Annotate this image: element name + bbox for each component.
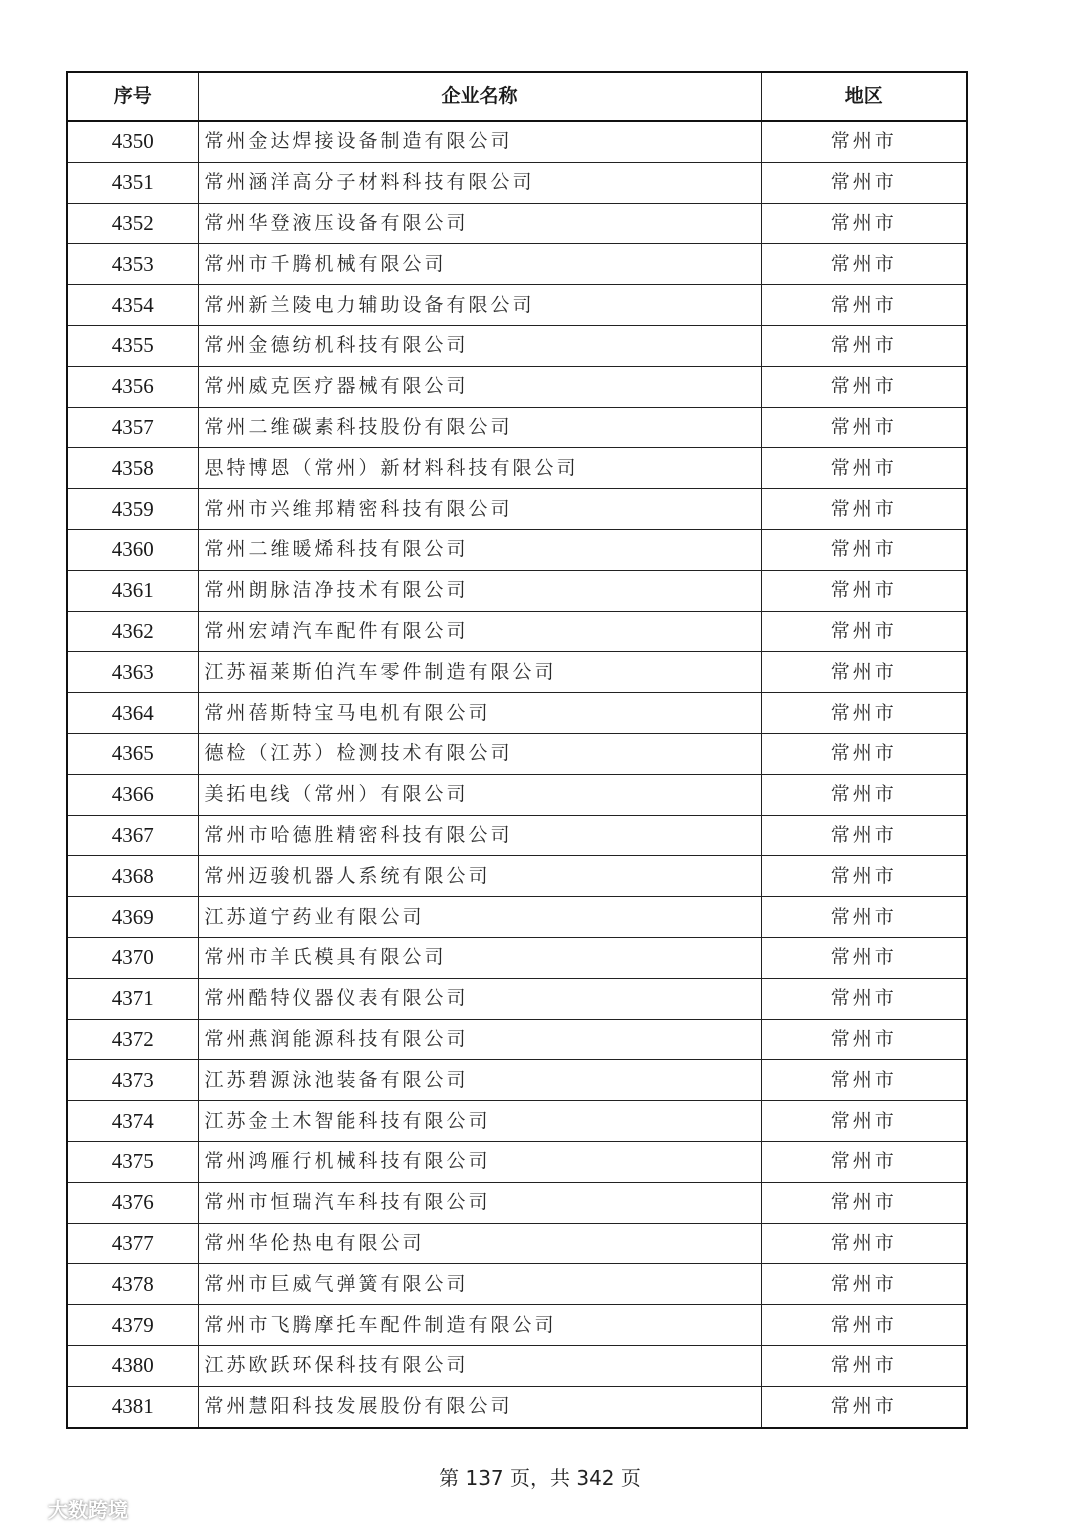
row-index: 4363	[67, 652, 198, 693]
table-header-row	[67, 72, 967, 121]
row-index: 4369	[67, 897, 198, 938]
table-row	[67, 693, 967, 734]
row-region: 常州市	[761, 815, 967, 856]
row-company-name: 常州二维暖烯科技有限公司	[198, 529, 761, 570]
watermark-text: 大数跨境	[48, 1498, 128, 1522]
row-company-name: 常州市兴维邦精密科技有限公司	[198, 489, 761, 530]
row-company-name: 江苏碧源泳池装备有限公司	[198, 1060, 761, 1101]
row-company-name: 常州慧阳科技发展股份有限公司	[198, 1386, 761, 1427]
row-company-name: 常州市千腾机械有限公司	[198, 244, 761, 285]
row-region: 常州市	[761, 774, 967, 815]
row-company-name: 常州市巨威气弹簧有限公司	[198, 1264, 761, 1305]
row-region: 常州市	[761, 285, 967, 326]
row-region: 常州市	[761, 325, 967, 366]
table-row	[67, 121, 967, 162]
row-company-name: 常州二维碳素科技股份有限公司	[198, 407, 761, 448]
row-index: 4380	[67, 1345, 198, 1386]
row-region: 常州市	[761, 489, 967, 530]
row-region: 常州市	[761, 856, 967, 897]
header-company: 企业名称	[198, 72, 761, 121]
row-index: 4354	[67, 285, 198, 326]
table-row	[67, 937, 967, 978]
row-index: 4373	[67, 1060, 198, 1101]
row-index: 4374	[67, 1101, 198, 1142]
row-index: 4372	[67, 1019, 198, 1060]
row-index: 4381	[67, 1386, 198, 1427]
row-index: 4365	[67, 733, 198, 774]
table-row	[67, 285, 967, 326]
row-company-name: 思特博恩（常州）新材料科技有限公司	[198, 448, 761, 489]
table-row	[67, 1019, 967, 1060]
row-index: 4359	[67, 489, 198, 530]
row-company-name: 常州威克医疗器械有限公司	[198, 366, 761, 407]
row-company-name: 江苏欧跃环保科技有限公司	[198, 1345, 761, 1386]
table-row	[67, 244, 967, 285]
table-row	[67, 570, 967, 611]
watermark	[8, 1494, 128, 1523]
table-row	[67, 407, 967, 448]
row-index: 4377	[67, 1223, 198, 1264]
row-region: 常州市	[761, 570, 967, 611]
table-row	[67, 1060, 967, 1101]
row-region: 常州市	[761, 937, 967, 978]
table-row	[67, 529, 967, 570]
table-row	[67, 1386, 967, 1427]
row-company-name: 常州市恒瑞汽车科技有限公司	[198, 1182, 761, 1223]
row-region: 常州市	[761, 448, 967, 489]
row-index: 4356	[67, 366, 198, 407]
row-company-name: 常州宏靖汽车配件有限公司	[198, 611, 761, 652]
row-region: 常州市	[761, 1386, 967, 1427]
row-index: 4370	[67, 937, 198, 978]
row-company-name: 常州朗脉洁净技术有限公司	[198, 570, 761, 611]
row-index: 4361	[67, 570, 198, 611]
row-company-name: 常州新兰陵电力辅助设备有限公司	[198, 285, 761, 326]
row-company-name: 常州蓓斯特宝马电机有限公司	[198, 693, 761, 734]
table-row	[67, 1305, 967, 1346]
row-index: 4367	[67, 815, 198, 856]
row-region: 常州市	[761, 1101, 967, 1142]
table-body	[67, 121, 967, 1428]
row-index: 4352	[67, 203, 198, 244]
table-row	[67, 203, 967, 244]
table-row	[67, 162, 967, 203]
company-table-container	[66, 71, 966, 1429]
row-index: 4357	[67, 407, 198, 448]
table-row	[67, 815, 967, 856]
row-region: 常州市	[761, 121, 967, 162]
row-index: 4371	[67, 978, 198, 1019]
row-region: 常州市	[761, 652, 967, 693]
row-region: 常州市	[761, 1223, 967, 1264]
row-company-name: 江苏福莱斯伯汽车零件制造有限公司	[198, 652, 761, 693]
row-company-name: 常州燕润能源科技有限公司	[198, 1019, 761, 1060]
row-region: 常州市	[761, 1305, 967, 1346]
row-company-name: 常州涵洋高分子材料科技有限公司	[198, 162, 761, 203]
row-index: 4353	[67, 244, 198, 285]
row-index: 4362	[67, 611, 198, 652]
row-region: 常州市	[761, 733, 967, 774]
table-row	[67, 366, 967, 407]
table-row	[67, 1101, 967, 1142]
table-row	[67, 1141, 967, 1182]
weibo-icon	[8, 1496, 42, 1522]
row-region: 常州市	[761, 1264, 967, 1305]
row-company-name: 常州市哈德胜精密科技有限公司	[198, 815, 761, 856]
table-row	[67, 978, 967, 1019]
row-region: 常州市	[761, 244, 967, 285]
row-index: 4360	[67, 529, 198, 570]
row-index: 4355	[67, 325, 198, 366]
row-index: 4366	[67, 774, 198, 815]
row-index: 4351	[67, 162, 198, 203]
table-row	[67, 448, 967, 489]
row-company-name: 常州华伦热电有限公司	[198, 1223, 761, 1264]
table-row	[67, 897, 967, 938]
row-company-name: 常州华登液压设备有限公司	[198, 203, 761, 244]
row-company-name: 常州金德纺机科技有限公司	[198, 325, 761, 366]
header-region: 地区	[761, 72, 967, 121]
row-index: 4378	[67, 1264, 198, 1305]
row-region: 常州市	[761, 1019, 967, 1060]
row-company-name: 常州市飞腾摩托车配件制造有限公司	[198, 1305, 761, 1346]
table-row	[67, 489, 967, 530]
row-company-name: 常州鸿雁行机械科技有限公司	[198, 1141, 761, 1182]
table-row	[67, 733, 967, 774]
row-region: 常州市	[761, 1345, 967, 1386]
row-region: 常州市	[761, 407, 967, 448]
table-row	[67, 652, 967, 693]
row-index: 4379	[67, 1305, 198, 1346]
row-region: 常州市	[761, 897, 967, 938]
table-row	[67, 325, 967, 366]
row-company-name: 江苏金土木智能科技有限公司	[198, 1101, 761, 1142]
row-region: 常州市	[761, 1141, 967, 1182]
table-row	[67, 774, 967, 815]
row-company-name: 美拓电线（常州）有限公司	[198, 774, 761, 815]
page-number: 第 137 页，共 342 页	[439, 1466, 641, 1490]
table-row	[67, 1182, 967, 1223]
row-region: 常州市	[761, 366, 967, 407]
row-region: 常州市	[761, 1060, 967, 1101]
table-row	[67, 1264, 967, 1305]
row-company-name: 江苏道宁药业有限公司	[198, 897, 761, 938]
row-company-name: 常州市羊氏模具有限公司	[198, 937, 761, 978]
row-region: 常州市	[761, 978, 967, 1019]
row-index: 4364	[67, 693, 198, 734]
table-row	[67, 1345, 967, 1386]
row-index: 4368	[67, 856, 198, 897]
row-region: 常州市	[761, 203, 967, 244]
row-index: 4358	[67, 448, 198, 489]
row-company-name: 常州酷特仪器仪表有限公司	[198, 978, 761, 1019]
row-region: 常州市	[761, 529, 967, 570]
table-row	[67, 611, 967, 652]
row-region: 常州市	[761, 1182, 967, 1223]
row-region: 常州市	[761, 611, 967, 652]
company-table	[66, 71, 968, 1429]
row-company-name: 常州迈骏机器人系统有限公司	[198, 856, 761, 897]
row-index: 4376	[67, 1182, 198, 1223]
row-company-name: 德检（江苏）检测技术有限公司	[198, 733, 761, 774]
header-index: 序号	[67, 72, 198, 121]
table-row	[67, 856, 967, 897]
row-region: 常州市	[761, 162, 967, 203]
row-index: 4375	[67, 1141, 198, 1182]
row-region: 常州市	[761, 693, 967, 734]
table-row	[67, 1223, 967, 1264]
row-company-name: 常州金达焊接设备制造有限公司	[198, 121, 761, 162]
row-index: 4350	[67, 121, 198, 162]
